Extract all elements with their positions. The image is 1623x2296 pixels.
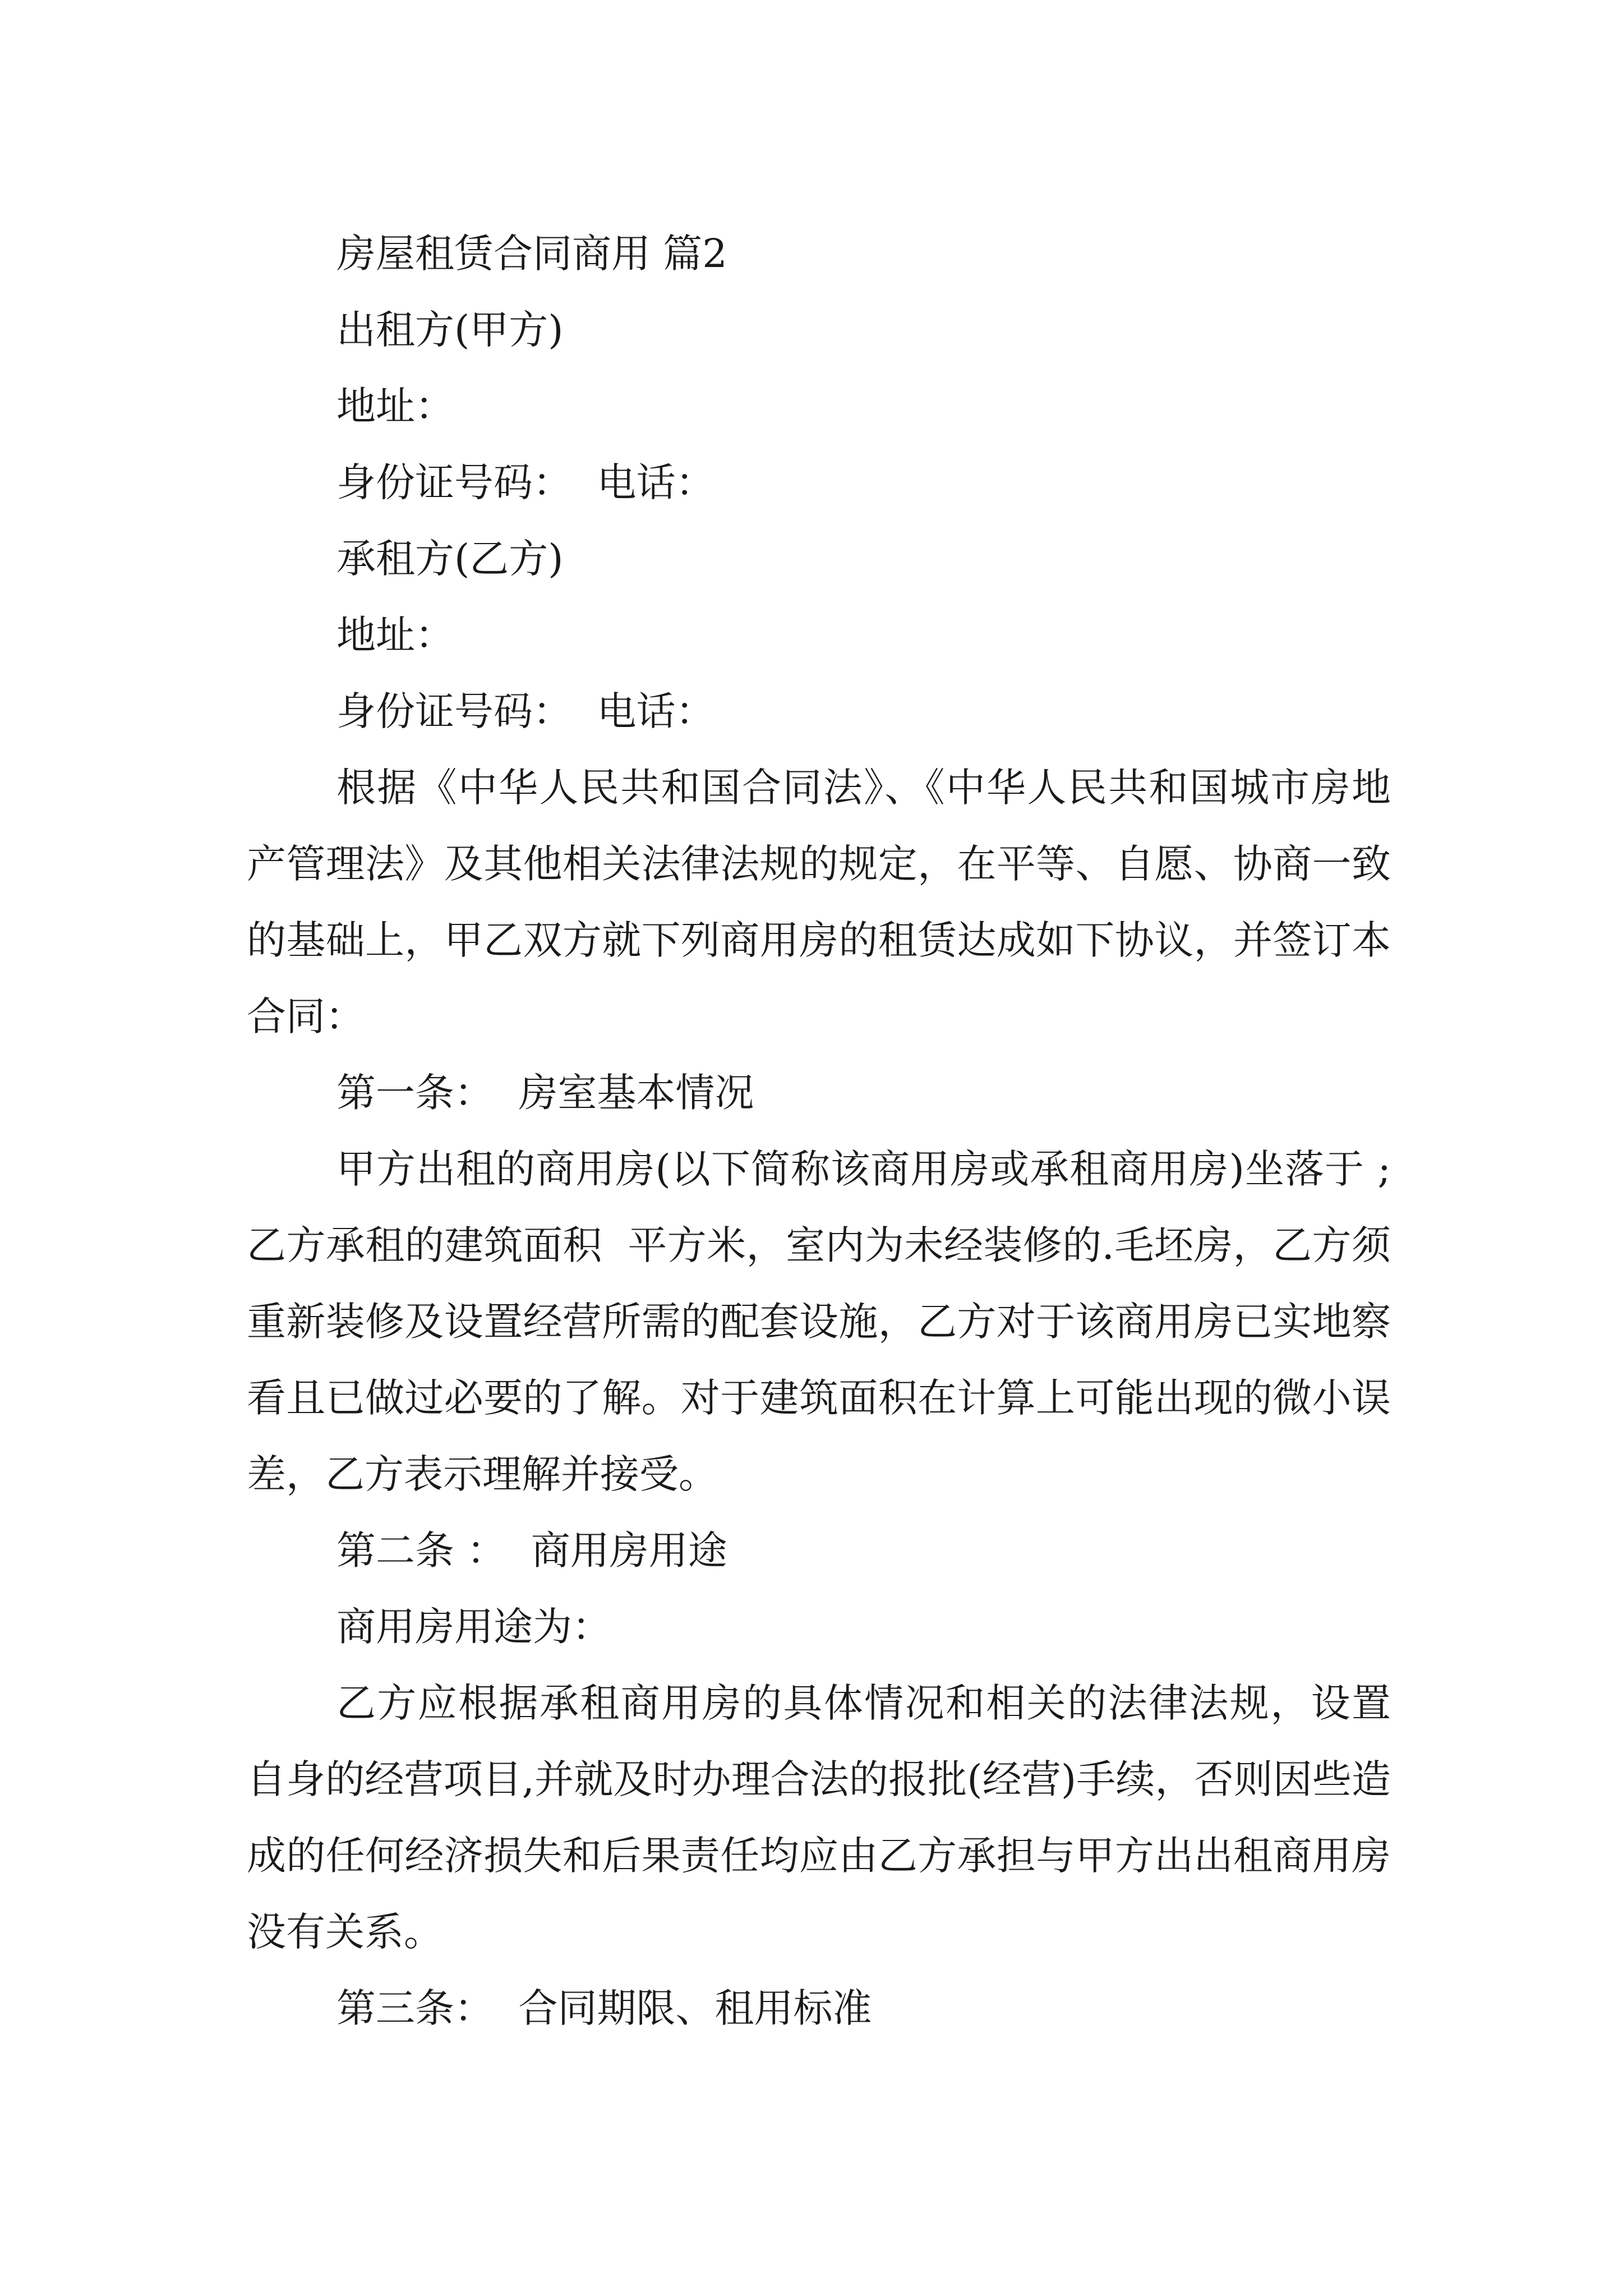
article-2-heading: 第二条 ： 商用房用途 <box>336 1527 727 1573</box>
section-heading: 房屋租赁合同商用 篇2 <box>336 231 727 277</box>
lessor-address-field: 地址： <box>336 383 454 429</box>
lessee-label: 承租方(乙方) <box>336 536 564 582</box>
lessee-id-phone-field: 身份证号码： 电话： <box>336 688 715 734</box>
document-body <box>247 215 1391 2046</box>
article-2-body: 乙方应根据承租商用房的具体情况和相关的法律法规，设置自身的经营项目,并就及时办理合法的报批(经营)手续，否则因些造成的任何经济损失和后果责任均应由乙方承担与甲方出出租商用房没有关系。 <box>247 1680 1391 1955</box>
lessor-id-phone-field: 身份证号码： 电话： <box>336 459 715 505</box>
article-2-usage-field: 商用房用途为： <box>336 1604 611 1650</box>
lessee-address-field: 地址： <box>336 612 454 658</box>
article-1-body: 甲方出租的商用房(以下简称该商用房或承租商用房)坐落于 ;乙方承租的建筑面积 平方米，室内为未经装修的.毛坯房，乙方须重新装修及设置经营所需的配套设施，乙方对于该商用房已实地察看且已做过必要的了解。对于建筑面积在计算上可能出现的微小误差，乙方表示理解并接受。 <box>247 1146 1391 1497</box>
lessor-label: 出租方(甲方) <box>336 307 564 353</box>
preamble-paragraph: 根据《中华人民共和国合同法》、《中华人民共和国城市房地产管理法》及其他相关法律法规的规定，在平等、自愿、协商一致的基础上，甲乙双方就下列商用房的租赁达成如下协议，并签订本合同： <box>247 765 1391 1039</box>
article-1-heading: 第一条： 房室基本情况 <box>336 1070 754 1116</box>
article-3-heading: 第三条： 合同期限、租用标准 <box>336 1985 872 2031</box>
